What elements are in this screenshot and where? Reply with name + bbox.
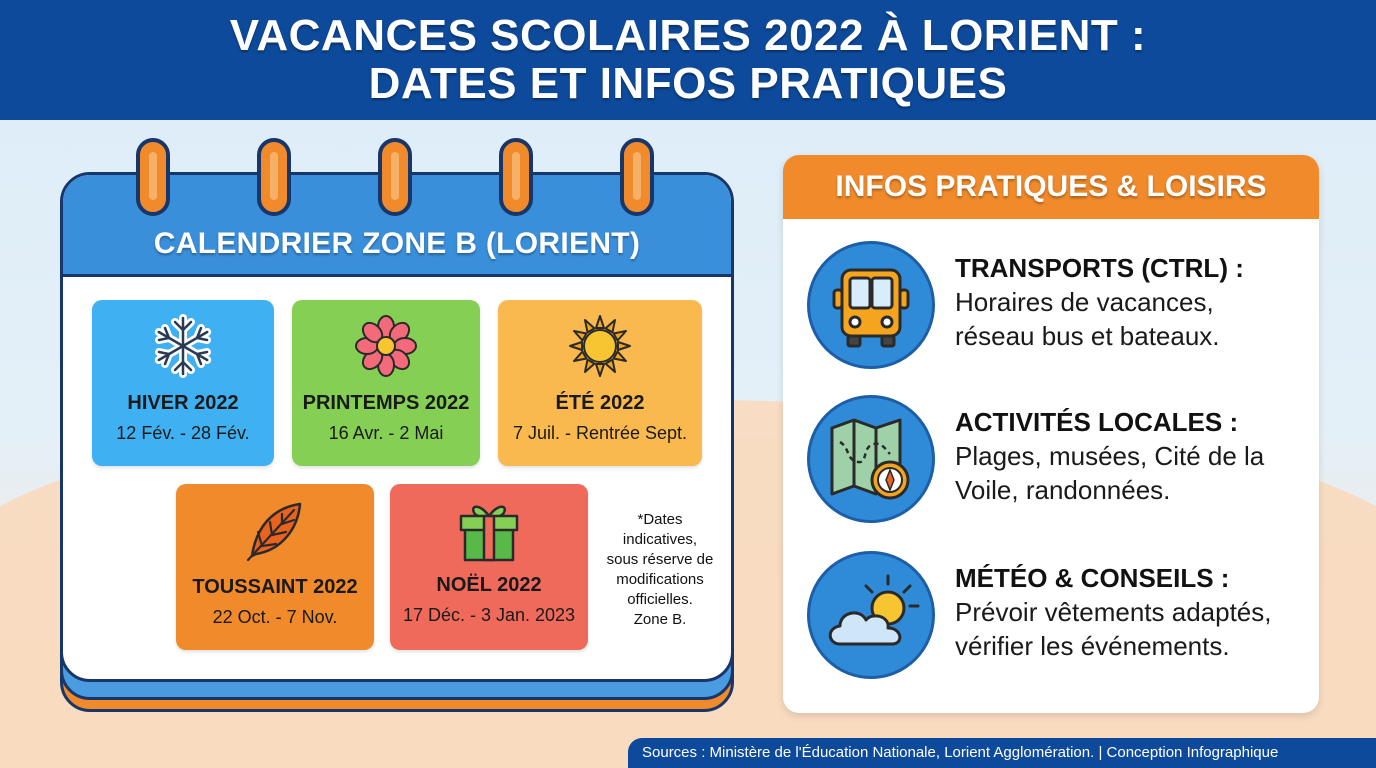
season-name: HIVER 2022 <box>127 392 239 414</box>
info-text <box>955 251 1305 353</box>
info-description-line: Horaires de vacances, <box>955 287 1214 317</box>
page-header <box>0 0 1376 120</box>
season-dates: 16 Avr. - 2 Mai <box>328 423 444 443</box>
sun-icon <box>568 314 632 378</box>
note-line: *Dates <box>637 511 683 528</box>
dates-disclaimer-note <box>598 510 722 630</box>
season-card-hiver <box>92 300 274 466</box>
season-card-ete <box>498 300 702 466</box>
note-line: sous réserve de <box>606 551 714 568</box>
snowflake-icon <box>151 314 215 378</box>
page-title-line-2: DATES ET INFOS PRATIQUES <box>368 59 1008 108</box>
calendar-ring <box>499 138 533 216</box>
info-title: MÉTÉO & CONSEILS : <box>955 563 1230 593</box>
season-card-toussaint <box>176 484 374 650</box>
calendar-ring <box>378 138 412 216</box>
info-description-line: réseau bus et bateaux. <box>955 321 1220 351</box>
info-item-meteo <box>807 551 1307 681</box>
info-description-line: vérifier les événements. <box>955 631 1230 661</box>
page-title-line-1: VACANCES SCOLAIRES 2022 À LORIENT : <box>229 11 1147 60</box>
map-compass-icon <box>807 395 935 523</box>
info-item-transports <box>807 241 1307 371</box>
info-text <box>955 405 1305 507</box>
calendar-title: CALENDRIER ZONE B (LORIENT) <box>153 227 641 260</box>
info-panel <box>783 155 1319 713</box>
season-name: TOUSSAINT 2022 <box>192 576 358 598</box>
season-dates: 22 Oct. - 7 Nov. <box>212 607 338 627</box>
leaf-icon <box>242 498 308 564</box>
season-dates: 7 Juil. - Rentrée Sept. <box>512 423 688 443</box>
gift-icon <box>457 498 521 564</box>
season-name: NOËL 2022 <box>436 574 542 596</box>
season-name: PRINTEMPS 2022 <box>302 392 470 414</box>
note-line: officielles. <box>627 591 693 608</box>
info-description-line: Prévoir vêtements adaptés, <box>955 597 1272 627</box>
bus-icon <box>807 241 935 369</box>
sources-footer: Sources : Ministère de l'Éducation Nationale, Lorient Agglomération. | Conception Infographique <box>628 738 1376 768</box>
season-card-printemps <box>292 300 480 466</box>
info-description-line: Plages, musées, Cité de la <box>955 441 1265 471</box>
season-dates: 12 Fév. - 28 Fév. <box>116 423 250 443</box>
calendar-ring <box>620 138 654 216</box>
info-title: ACTIVITÉS LOCALES : <box>955 407 1239 437</box>
calendar-ring <box>257 138 291 216</box>
note-line: Zone B. <box>633 611 687 628</box>
info-item-activites <box>807 395 1307 525</box>
note-line: indicatives, <box>622 531 698 548</box>
info-title: TRANSPORTS (CTRL) : <box>955 253 1244 283</box>
info-panel-title: INFOS PRATIQUES & LOISIRS <box>783 155 1319 219</box>
calendar-ring <box>136 138 170 216</box>
season-name: ÉTÉ 2022 <box>555 392 645 414</box>
flower-icon <box>354 314 418 378</box>
info-text <box>955 561 1305 663</box>
note-line: modifications <box>616 571 704 588</box>
season-dates: 17 Déc. - 3 Jan. 2023 <box>402 605 576 625</box>
season-card-noel <box>390 484 588 650</box>
info-description-line: Voile, randonnées. <box>955 475 1171 505</box>
weather-icon <box>807 551 935 679</box>
